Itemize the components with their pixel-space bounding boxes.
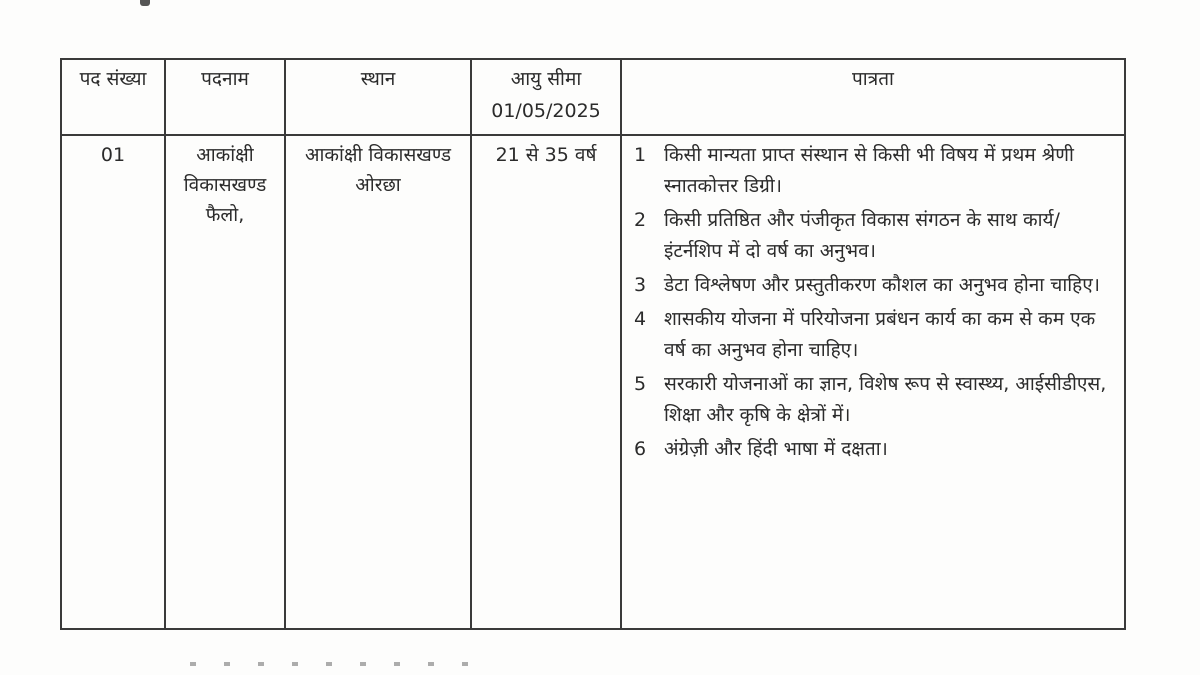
post-name-line: विकासखण्ड — [183, 174, 267, 196]
eligibility-number: 4 — [634, 308, 647, 330]
eligibility-text: किसी मान्यता प्राप्त संस्थान से किसी भी विषय में प्रथम श्रेणी स्नातकोत्तर डिग्री। — [664, 144, 1074, 197]
eligibility-text: डेटा विश्लेषण और प्रस्तुतीकरण कौशल का अनुभव होना चाहिए। — [664, 274, 1100, 296]
header-age-limit-label: आयु सीमा — [510, 68, 582, 90]
eligibility-number: 5 — [634, 373, 647, 395]
eligibility-item — [630, 369, 1114, 431]
cell-eligibility — [621, 135, 1125, 629]
eligibility-item — [630, 434, 1114, 465]
header-place: स्थान — [285, 59, 471, 135]
cell-place — [285, 135, 471, 629]
eligibility-text: किसी प्रतिष्ठित और पंजीकृत विकास संगठन के साथ कार्य/इंटर्नशिप में दो वर्ष का अनुभव। — [664, 209, 1060, 262]
eligibility-item — [630, 270, 1114, 301]
table-header-row — [61, 59, 1125, 135]
place-line: ओरछा — [355, 174, 401, 196]
eligibility-item — [630, 304, 1114, 366]
eligibility-number: 6 — [634, 438, 647, 460]
post-name-line: फैलो, — [205, 204, 245, 226]
footer-faint-text — [190, 662, 490, 666]
header-eligibility: पात्रता — [621, 59, 1125, 135]
eligibility-number: 3 — [634, 274, 647, 296]
eligibility-number: 2 — [634, 209, 647, 231]
header-post-name: पदनाम — [165, 59, 285, 135]
header-age-limit-date: 01/05/2025 — [491, 100, 601, 122]
place-line: आकांक्षी विकासखण्ड — [304, 144, 452, 166]
eligibility-list — [628, 140, 1118, 465]
table-row — [61, 135, 1125, 629]
post-name-line: आकांक्षी — [196, 144, 254, 166]
header-post-number: पद संख्या — [61, 59, 165, 135]
cell-post-name — [165, 135, 285, 629]
eligibility-text: सरकारी योजनाओं का ज्ञान, विशेष रूप से स्वास्थ्य, आईसीडीएस, शिक्षा और कृषि के क्षेत्रों में। — [664, 373, 1107, 426]
header-age-limit — [471, 59, 621, 135]
eligibility-text: शासकीय योजना में परियोजना प्रबंधन कार्य का कम से कम एक वर्ष का अनुभव होना चाहिए। — [664, 308, 1096, 361]
eligibility-text: अंग्रेज़ी और हिंदी भाषा में दक्षता। — [664, 438, 888, 460]
eligibility-number: 1 — [634, 144, 647, 166]
recruitment-table — [60, 58, 1126, 630]
eligibility-item — [630, 140, 1114, 202]
cell-post-number: 01 — [61, 135, 165, 629]
cell-age: 21 से 35 वर्ष — [471, 135, 621, 629]
eligibility-item — [630, 205, 1114, 267]
scan-mark — [140, 0, 150, 6]
